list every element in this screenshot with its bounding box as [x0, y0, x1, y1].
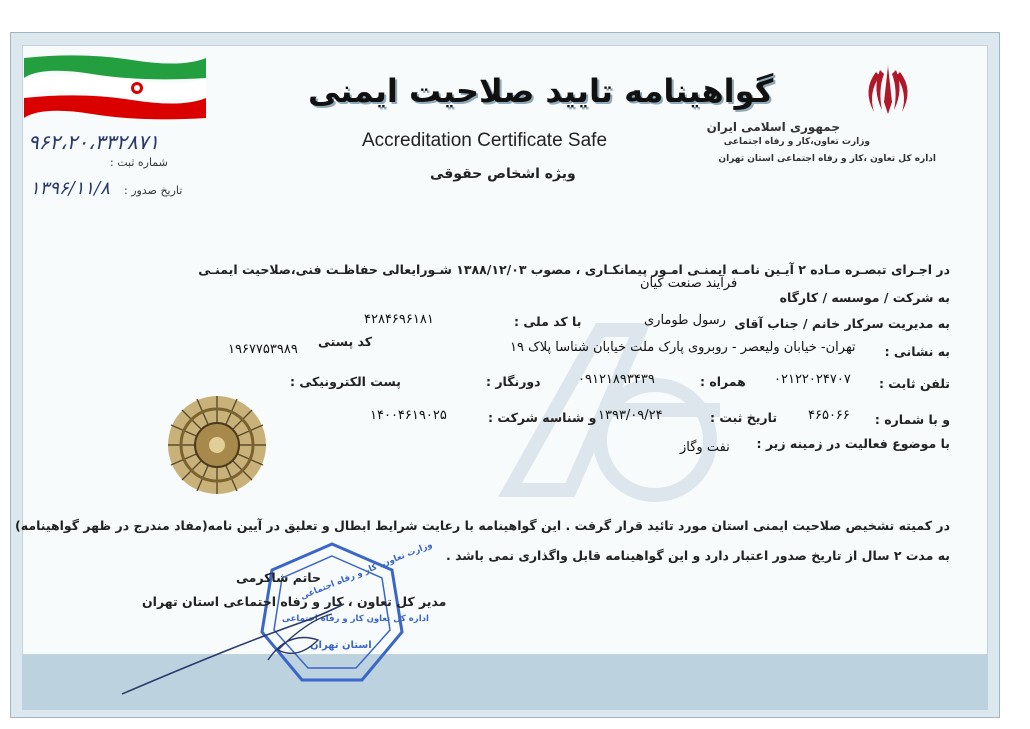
- signature-icon: [118, 590, 348, 700]
- intro-text: در اجـرای تبصـره مـاده ۲ آیـین نامـه ایمنـی امـور پیمانکـاری ، مصوب ۱۳۸۸/۱۲/۰۳ شـورایعالی حفاظـت فنی،صلاحیت ایمنـی: [198, 262, 950, 277]
- postal-code-value: ۱۹۶۷۷۵۳۹۸۹: [228, 342, 298, 357]
- fax-label: دورنگار :: [486, 374, 541, 389]
- company-id-label: و شناسه شرکت :: [488, 410, 597, 425]
- iran-emblem-icon: [858, 62, 918, 120]
- manager-value: رسول طوماری: [644, 313, 726, 328]
- national-id-value: ۴۲۸۴۶۹۶۱۸۱: [364, 312, 434, 327]
- stamp-line-3: استان تهران: [310, 640, 372, 651]
- regdate-label: تاریخ ثبت :: [710, 410, 778, 425]
- subtitle-fa: ویژه اشخاص حقوقی: [430, 166, 576, 182]
- activity-label: با موضوع فعالیت در زمینه زیر :: [756, 436, 950, 451]
- reg-number-label: شماره ثبت :: [110, 156, 168, 169]
- title-en: Accreditation Certificate Safe: [362, 130, 608, 151]
- issue-date-value: ۱۳۹۶/۱۱/۸: [30, 178, 110, 199]
- emblem-office: اداره کل تعاون ،کار و رفاه اجتماعی استان تهران: [718, 154, 936, 164]
- national-id-label: با کد ملی :: [514, 314, 582, 329]
- email-label: پست الکترونیکی :: [290, 374, 401, 389]
- signer-name: حاتم شاکرمی: [236, 570, 321, 585]
- number-label: و با شماره :: [874, 412, 950, 427]
- emblem-country: جمهوری اسلامی ایران: [706, 120, 840, 134]
- company-id-value: ۱۴۰۰۴۶۱۹۰۲۵: [370, 408, 447, 423]
- phone-label: تلفن ثابت :: [878, 376, 950, 391]
- number-value: ۴۶۵۰۶۶: [808, 408, 850, 423]
- stamp-line-1: وزارت تعاون، کار و رفاه اجتماعی: [299, 539, 434, 603]
- footer-line-1: در کمیته تشخیص صلاحیت ایمنی استان مورد تائید قرار گرفت . این گواهینامه با رعایت شرایط ابطال و تعلیق در آیین نامه(مفاد مندرج در ظهر گواهینامه): [15, 518, 950, 533]
- activity-value: نفت وگاز: [680, 440, 730, 455]
- iran-flag-icon: [22, 52, 208, 124]
- manager-label: به مدیریت سرکار خانم / جناب آقای: [734, 316, 950, 331]
- mobile-label: همراه :: [700, 374, 746, 389]
- company-label: به شرکت / موسسه / کارگاه: [779, 290, 950, 305]
- emblem-ministry: وزارت تعاون،کار و رفاه اجتماعی: [723, 137, 870, 147]
- footer-line-2: به مدت ۲ سال از تاریخ صدور اعتبار دارد و این گواهینامه قابل واگذاری نمی باشد .: [445, 548, 950, 563]
- regdate-value: ۱۳۹۳/۰۹/۲۴: [598, 408, 663, 423]
- hologram-seal-icon: [166, 394, 268, 496]
- signer-title: مدیر کل تعاون ، کار و رفاه اجتماعی استان تهران: [142, 594, 447, 609]
- issue-date-label: تاریخ صدور :: [124, 184, 183, 197]
- mobile-value: ۰۹۱۲۱۸۹۳۴۳۹: [578, 372, 655, 387]
- phone-value: ۰۲۱۲۲۰۲۴۷۰۷: [774, 372, 851, 387]
- title-fa: گواهینامه تایید صلاحیت ایمنی: [308, 72, 774, 110]
- company-value: فرآیند صنعت کیان: [640, 276, 738, 291]
- reg-number-value: ۹۶۲،۲۰،۳۳۲۸۷۱: [28, 130, 160, 154]
- address-value: تهران- خیابان ولیعصر - روبروی پارک ملت خیابان شناسا پلاک ۱۹: [510, 340, 856, 355]
- address-label: به نشانی :: [884, 344, 950, 359]
- stamp-line-2: اداره کل تعاون کار و رفاه اجتماعی: [282, 614, 429, 624]
- postal-code-label: کد پستی: [318, 334, 373, 349]
